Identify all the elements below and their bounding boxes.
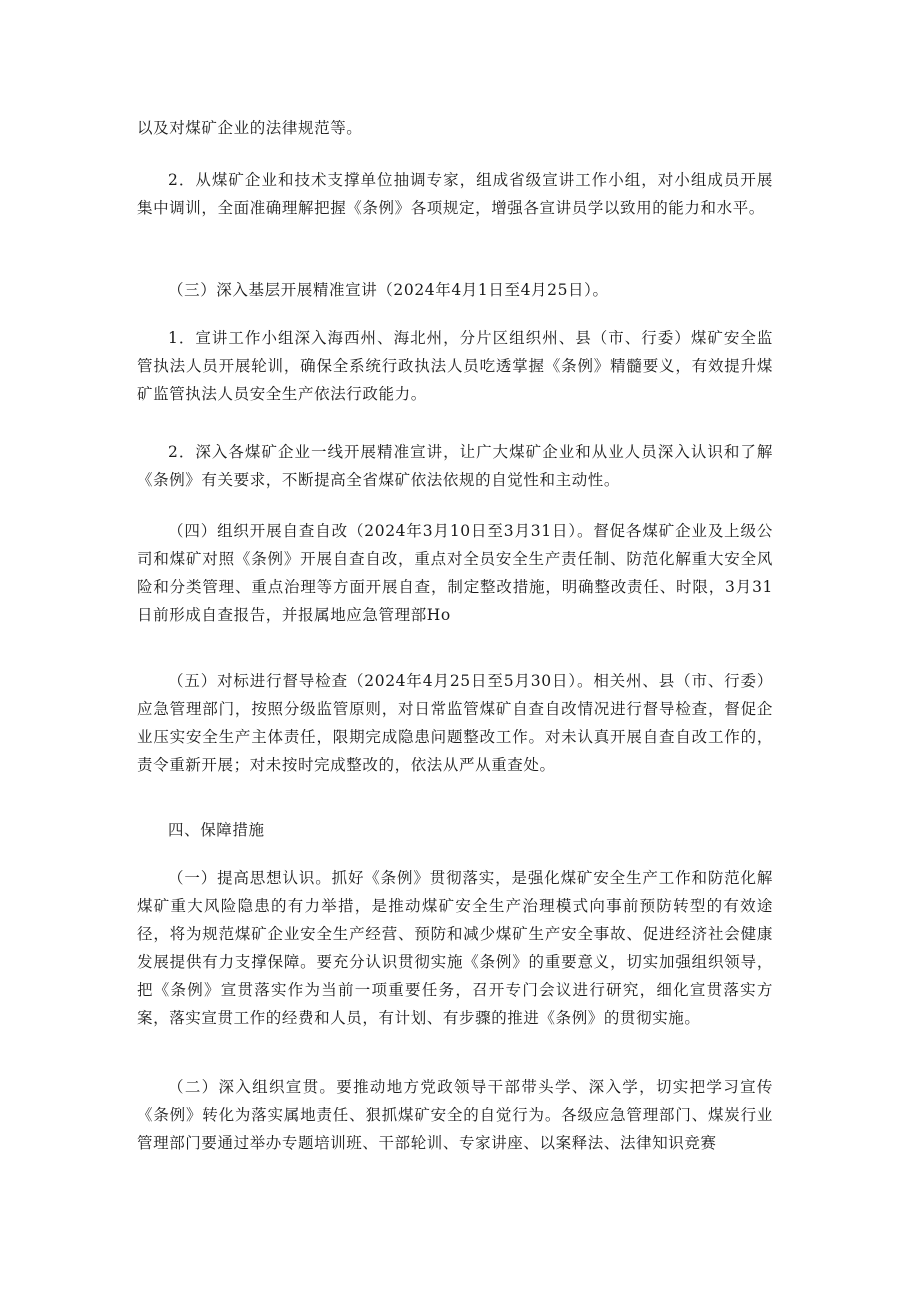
paragraph-safeguard-1: （一）提高思想认识。抓好《条例》贯彻落实，是强化煤矿安全生产工作和防范化解煤矿重大风险隐患的有力举措，是推动煤矿安全生产治理模式向事前预防转型的有效途径，将为规范煤矿企业安全生产经营、预防和减少煤矿生产安全事故、促进经济社会健康发展提供有力支撑保障。要充分认识贯彻实施《条例》的重要意义，切实加强组织领导，把《条例》宣贯落实作为当前一项重要任务，召开专门会议进行研究，细化宣贯落实方案，落实宣贯工作的经费和人员，有计划、有步骤的推进《条例》的贯彻实施。 xyxy=(137,869,773,1027)
paragraph-section-5: （五）对标进行督导检查（2024年4月25日至5月30日）。相关州、县（市、行委）应急管理部门，按照分级监管原则，对日常监管煤矿自查自改情况进行督导检查，督促企业压实安全生产主体责任，限期完成隐患问题整改工作。对未认真开展自查自改工作的，责令重新开展；对未按时完成整改的，依法从严从重查处。 xyxy=(137,672,773,774)
paragraph-continuation: 以及对煤矿企业的法律规范等。 xyxy=(137,119,363,137)
section-heading-3: （三）深入基层开展精准宣讲（2024年4月1日至4月25日）。 xyxy=(168,281,609,299)
paragraph-safeguard-2: （二）深入组织宣贯。要推动地方党政领导干部带头学、深入学，切实把学习宣传《条例》转化为落实属地责任、狠抓煤矿安全的自觉行为。各级应急管理部门、煤炭行业管理部门要通过举办专题培训班、干部轮训、专家讲座、以案释法、法律知识竞赛 xyxy=(137,1078,773,1152)
paragraph-item-1-training: 1．宣讲工作小组深入海西州、海北州，分片区组织州、县（市、行委）煤矿安全监管执法人员开展轮训，确保全系统行政执法人员吃透掌握《条例》精髓要义，有效提升煤矿监管执法人员安全生产依法行政能力。 xyxy=(137,329,773,403)
paragraph-item-2-outreach: 2．深入各煤矿企业一线开展精准宣讲，让广大煤矿企业和从业人员深入认识和了解《条例》有关要求，不断提高全省煤矿依法依规的自觉性和主动性。 xyxy=(137,443,773,489)
paragraph-section-4: （四）组织开展自查自改（2024年3月10日至3月31日）。督促各煤矿企业及上级公司和煤矿对照《条例》开展自查自改，重点对全员安全生产责任制、防范化解重大安全风险和分类管理、重点治理等方面开展自查，制定整改措施，明确整改责任、时限，3月31日前形成自查报告，并报属地应急管理部Ho xyxy=(137,522,773,624)
paragraph-item-2-experts: 2．从煤矿企业和技术支撑单位抽调专家，组成省级宣讲工作小组，对小组成员开展集中调训，全面准确理解把握《条例》各项规定，增强各宣讲员学以致用的能力和水平。 xyxy=(137,171,773,217)
section-heading-safeguards: 四、保障措施 xyxy=(168,821,265,839)
